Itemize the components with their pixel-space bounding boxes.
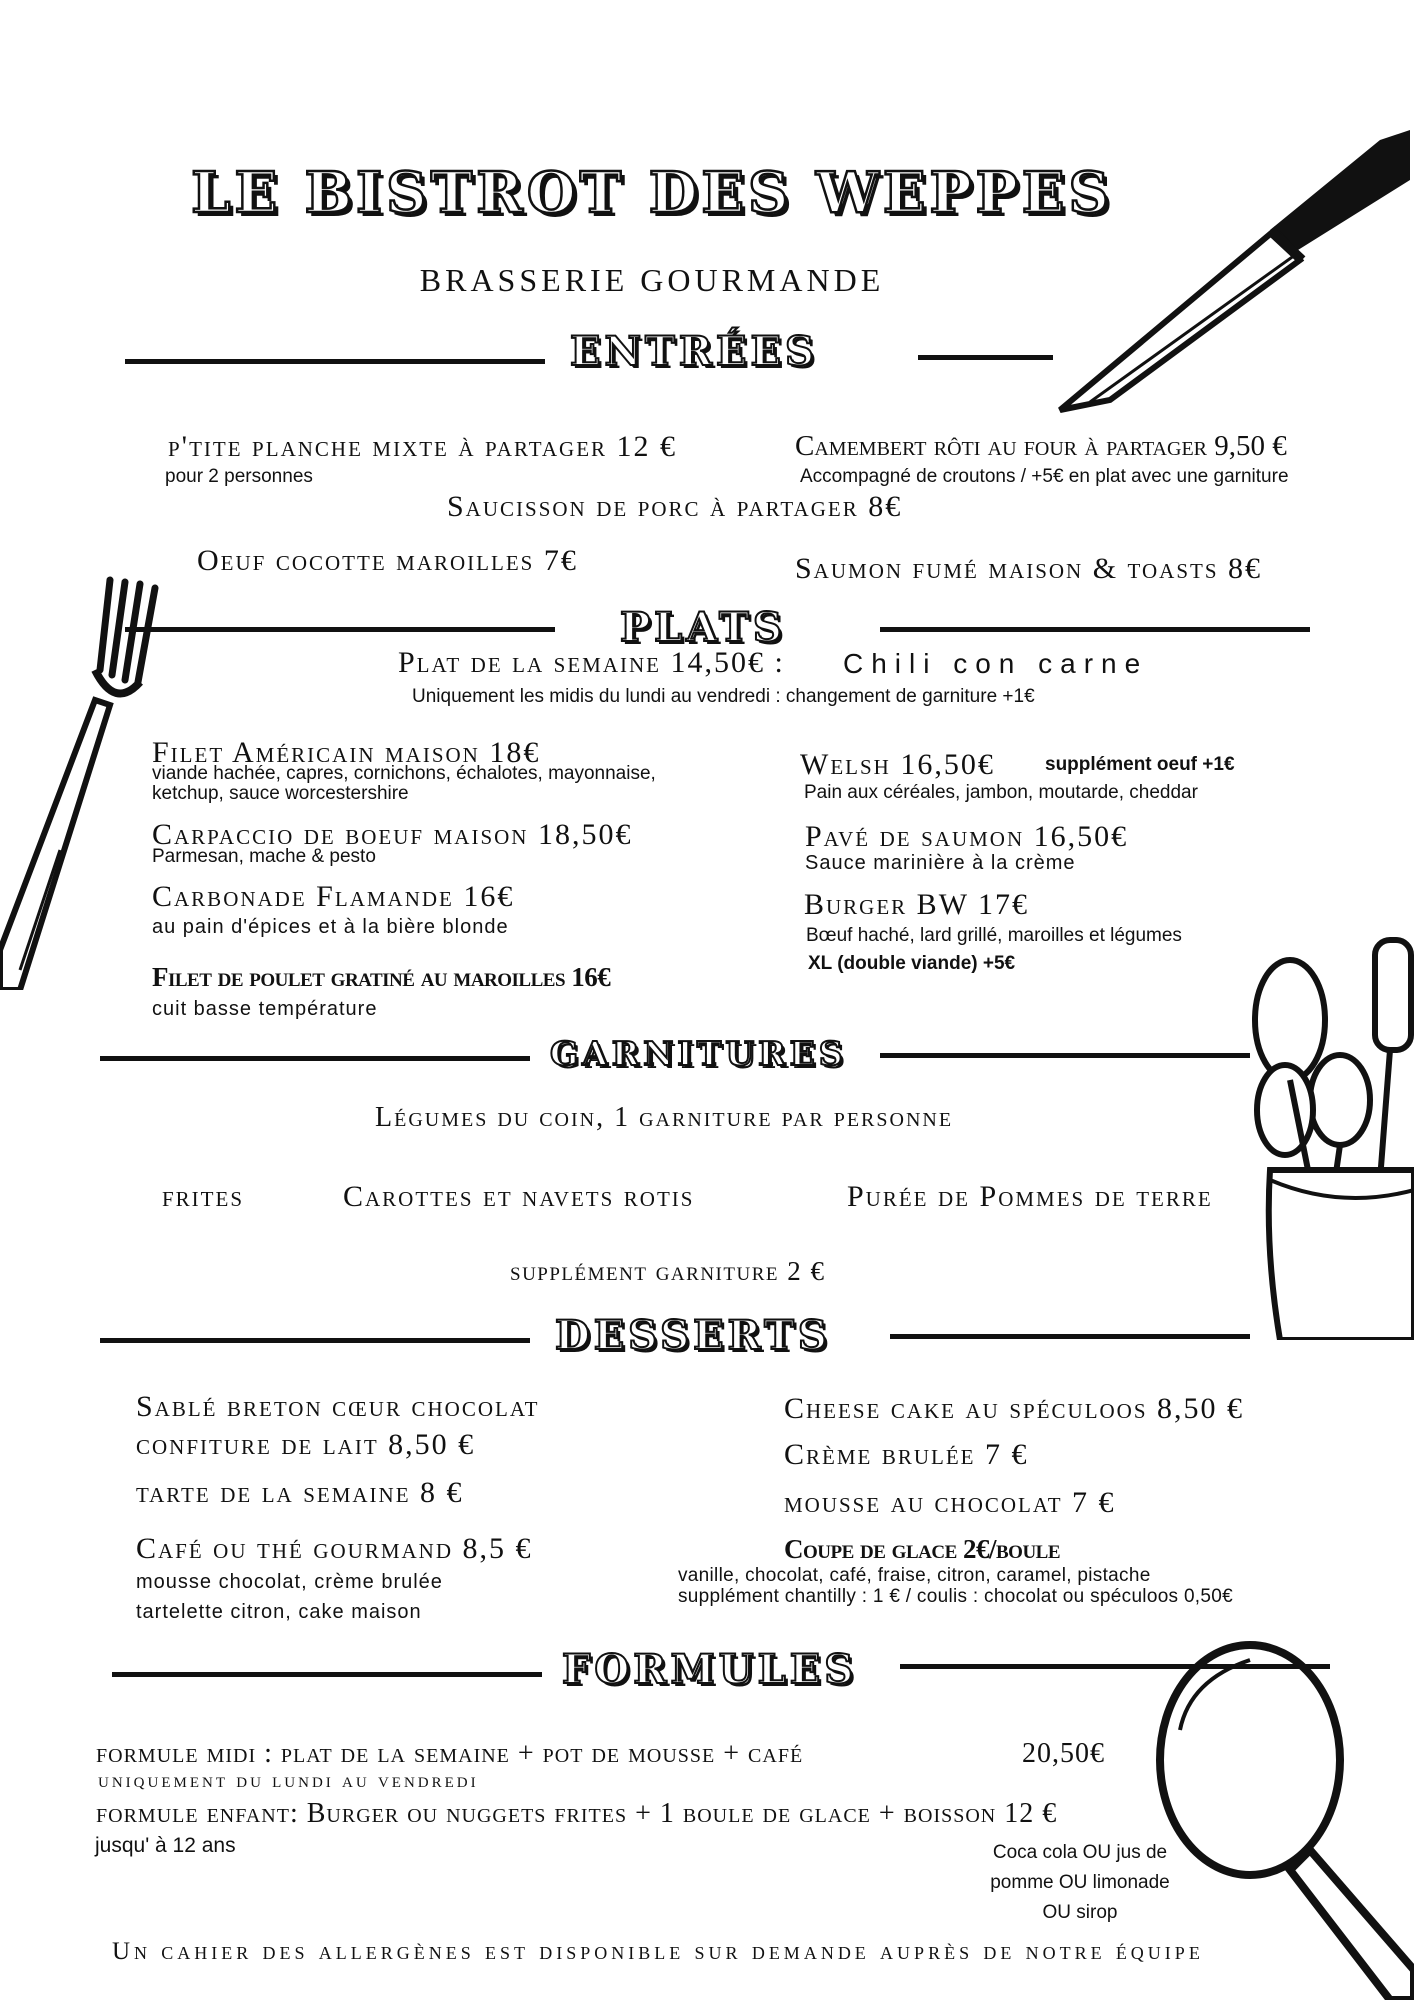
- menu-item-desc: cuit basse température: [152, 998, 378, 1020]
- section-heading-plats: PLATS: [620, 604, 786, 651]
- menu-item-name: Carbonade Flamande 16€: [152, 880, 515, 913]
- divider-line: [100, 1338, 530, 1343]
- garniture-option: Purée de Pommes de terre: [847, 1180, 1213, 1213]
- garniture-option: Carottes et navets rotis: [343, 1180, 695, 1213]
- menu-item-name: Filet de poulet gratiné au maroilles 16€: [152, 962, 611, 992]
- divider-line: [880, 1053, 1250, 1058]
- menu-item-desc: Pain aux céréales, jambon, moutarde, cheddar: [804, 782, 1198, 803]
- menu-item-name: Café ou thé gourmand 8,5 €: [136, 1532, 533, 1565]
- menu-item-name: Oeuf cocotte maroilles 7€: [197, 544, 578, 577]
- restaurant-subtitle: BRASSERIE GOURMANDE: [419, 262, 885, 298]
- fork-illustration: [0, 570, 170, 990]
- menu-item-desc: viande hachée, capres, cornichons, échalotes, mayonnaise, ketchup, sauce worcestershire: [152, 763, 656, 804]
- divider-line: [100, 1056, 530, 1061]
- menu-item-name: Saumon fumé maison & toasts 8€: [795, 552, 1263, 585]
- garniture-supplement: supplément garniture 2 €: [510, 1256, 826, 1286]
- section-heading-garnitures: GARNITURES: [550, 1034, 847, 1073]
- divider-line: [112, 1672, 542, 1677]
- allergens-notice: Un cahier des allergènes est disponible sur demande auprès de notre équipe: [112, 1938, 1204, 1965]
- divider-line: [918, 355, 1053, 360]
- menu-item-name: Crème brulée 7 €: [784, 1438, 1029, 1471]
- menu-item-name: Burger BW 17€: [804, 888, 1029, 921]
- menu-item-desc: Parmesan, mache & pesto: [152, 846, 376, 867]
- section-heading-formules: FORMULES: [562, 1646, 858, 1693]
- menu-item-name: Pavé de saumon 16,50€: [805, 820, 1129, 853]
- garnitures-intro: Légumes du coin, 1 garniture par personne: [375, 1102, 954, 1133]
- menu-item-desc: vanille, chocolat, café, fraise, citron, caramel, pistache supplément chantilly : 1 € / coulis : chocolat ou spéculoos 0,50€: [678, 1565, 1233, 1607]
- formule-enfant-note: jusqu' à 12 ans: [95, 1834, 236, 1857]
- restaurant-name: LE BISTROT DES WEPPES: [191, 160, 1113, 226]
- menu-item-name: p'tite planche mixte à partager 12 €: [168, 430, 678, 463]
- menu-item-name: Sablé breton cœur chocolat confiture de lait 8,50 €: [136, 1390, 540, 1461]
- formule-drinks: Coca cola OU jus de pomme OU limonade OU sirop: [990, 1842, 1170, 1923]
- menu-item-name: Coupe de glace 2€/boule: [784, 1534, 1061, 1564]
- weekly-special-dish: Chili con carne: [843, 648, 1149, 679]
- menu-item-name: Saucisson de porc à partager 8€: [447, 490, 903, 523]
- menu-item-desc: Bœuf haché, lard grillé, maroilles et légumes: [806, 925, 1182, 946]
- menu-item-desc: mousse chocolat, crème brulée tartelette citron, cake maison: [136, 1571, 443, 1623]
- divider-line: [125, 359, 545, 364]
- formule-midi: formule midi : plat de la semaine + pot de mousse + café: [96, 1738, 804, 1769]
- menu-item-name: mousse au chocolat 7 €: [784, 1486, 1116, 1519]
- menu-item-name: tarte de la semaine 8 €: [136, 1476, 464, 1509]
- section-heading-desserts: DESSERTS: [555, 1312, 831, 1359]
- formule-midi-note: uniquement du lundi au vendredi: [98, 1768, 479, 1792]
- formule-enfant: formule enfant: Burger ou nuggets frites + 1 boule de glace + boisson 12 €: [96, 1798, 1058, 1829]
- menu-item-name: Camembert rôti au four à partager 9,50 €: [795, 430, 1287, 462]
- divider-line: [890, 1334, 1250, 1339]
- menu-item-desc: Accompagné de croutons / +5€ en plat avec une garniture: [800, 466, 1289, 487]
- menu-item-desc: au pain d'épices et à la bière blonde: [152, 916, 509, 938]
- weekly-special-note: Uniquement les midis du lundi au vendredi : changement de garniture +1€: [412, 686, 1035, 707]
- menu-item-name: Cheese cake au spéculoos 8,50 €: [784, 1392, 1245, 1425]
- utensil-pot-illustration: [1230, 920, 1414, 1340]
- divider-line: [900, 1664, 1330, 1669]
- menu-item-desc: Sauce marinière à la crème: [805, 852, 1076, 874]
- divider-line: [125, 627, 555, 632]
- garniture-option: frites: [162, 1180, 245, 1213]
- menu-item-name: Welsh 16,50€: [800, 748, 995, 781]
- menu-item-desc: pour 2 personnes: [165, 466, 313, 487]
- menu-item-name: Carpaccio de boeuf maison 18,50€: [152, 818, 633, 851]
- divider-line: [880, 627, 1310, 632]
- menu-item-extra: XL (double viande) +5€: [808, 953, 1016, 974]
- weekly-special-label: Plat de la semaine 14,50€ :: [398, 646, 785, 679]
- section-heading-entrees: ENTRÉES: [570, 328, 818, 375]
- formule-midi-price: 20,50€: [1022, 1738, 1105, 1769]
- menu-item-extra: supplément oeuf +1€: [1045, 754, 1235, 775]
- menu-item-name: Filet Américain maison 18€: [152, 736, 541, 769]
